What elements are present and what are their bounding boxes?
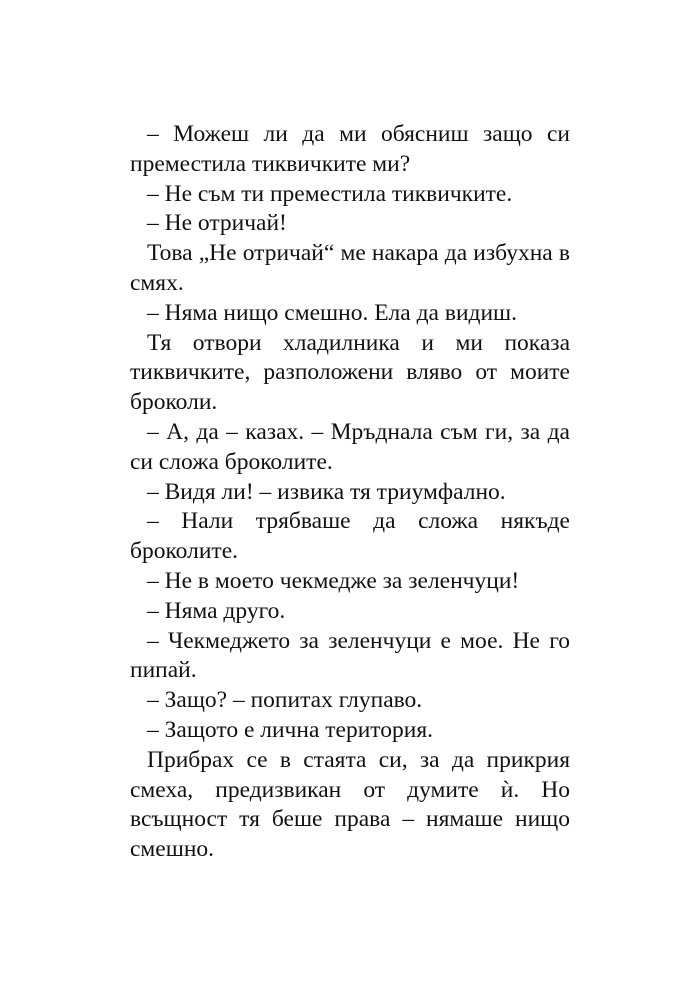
paragraph: – Нали трябваше да сложа някъде броколите. — [130, 508, 570, 565]
body-text — [130, 120, 570, 865]
paragraph: Прибрах се в стаята си, за да прикрия смеха, предизвикан от думите ѝ. Но всъщност тя беше права – нямаше нищо смешно. — [130, 746, 570, 863]
paragraph: – Не в моето чекмедже за зеленчуци! — [147, 567, 520, 594]
paragraph: Това „Не отричай“ ме накара да избухна в смях. — [130, 240, 570, 296]
paragraph: – Можеш ли да ми обясниш защо си преместила тиквичките ми? — [130, 121, 570, 177]
paragraph: – Няма нищо смешно. Ела да видиш. — [147, 299, 518, 326]
paragraph: – Видя ли! – извика тя триумфално. — [147, 478, 506, 505]
paragraph: – Не отричай! — [147, 210, 287, 237]
paragraph: – Чекмеджето за зеленчуци е мое. Не го пипай. — [130, 627, 570, 684]
paragraph: – А, да – казах. – Мръднала съм ги, за да си сложа броколите. — [130, 418, 570, 475]
paragraph: – Защото е лична територия. — [147, 716, 434, 743]
paragraph: – Защо? – попитах глупаво. — [147, 687, 423, 714]
paragraph: – Не съм ти преместила тиквичките. — [147, 180, 513, 207]
paragraph: – Няма друго. — [147, 597, 286, 624]
paragraph: Тя отвори хладилника и ми показа тиквичките, разположени вляво от моите броколи. — [130, 329, 570, 416]
